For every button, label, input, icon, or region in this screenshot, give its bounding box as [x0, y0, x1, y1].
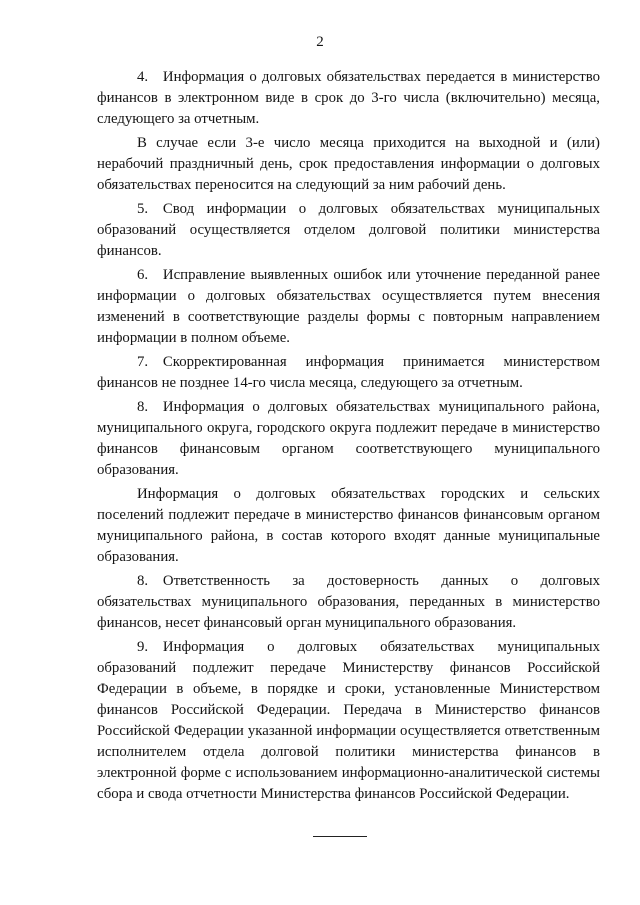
paragraph-item-4-continuation: В случае если 3-е число месяца приходится на выходной и (или) нерабочий праздничный день, срок предоставления информации о долговых обязательствах переносится на следующий за ним рабочий день. — [97, 135, 600, 193]
end-divider — [313, 836, 367, 837]
paragraph-item-8-continuation: Информация о долговых обязательствах городских и сельских поселений подлежит передаче в министерство финансов финансовым органом муниципального района, в состав которого входят данные муниципальные образования. — [97, 486, 600, 565]
document-body — [97, 67, 600, 808]
paragraph-item-5: 5. Свод информации о долговых обязательствах муниципальных образований осуществляется отделом долговой политики министерства финансов. — [97, 201, 600, 259]
paragraph-item-8-responsibility: 8. Ответственность за достоверность данных о долговых обязательствах муниципального образования, переданных в министерство финансов, несет финансовый орган муниципального образования. — [97, 573, 600, 631]
paragraph-item-4: 4. Информация о долговых обязательствах передается в министерство финансов в электронном виде в срок до 3-го числа (включительно) месяца, следующего за отчетным. — [97, 69, 600, 127]
page-number: 2 — [316, 34, 324, 50]
paragraph-item-8: 8. Информация о долговых обязательствах муниципального района, муниципального округа, городского округа подлежит передаче в министерство финансов финансовым органом соответствующего муниципального образования. — [97, 399, 600, 478]
paragraph-item-7: 7. Скорректированная информация принимается министерством финансов не позднее 14-го числа месяца, следующего за отчетным. — [97, 354, 600, 391]
paragraph-item-9: 9. Информация о долговых обязательствах муниципальных образований подлежит передаче Министерству финансов Российской Федерации в объеме, в порядке и сроки, установленные Министерством финансов Российской Федерации. Передача в Министерство финансов Российской Федерации указанной информации осуществляется ответственным исполнителем отдела долговой политики министерства финансов в электронной форме с использованием информационно-аналитической системы сбора и свода отчетности Министерства финансов Российской Федерации. — [97, 639, 600, 802]
paragraph-item-6: 6. Исправление выявленных ошибок или уточнение переданной ранее информации о долговых обязательствах осуществляется путем внесения изменений в соответствующие разделы формы с повторным направлением информации в полном объеме. — [97, 267, 600, 346]
